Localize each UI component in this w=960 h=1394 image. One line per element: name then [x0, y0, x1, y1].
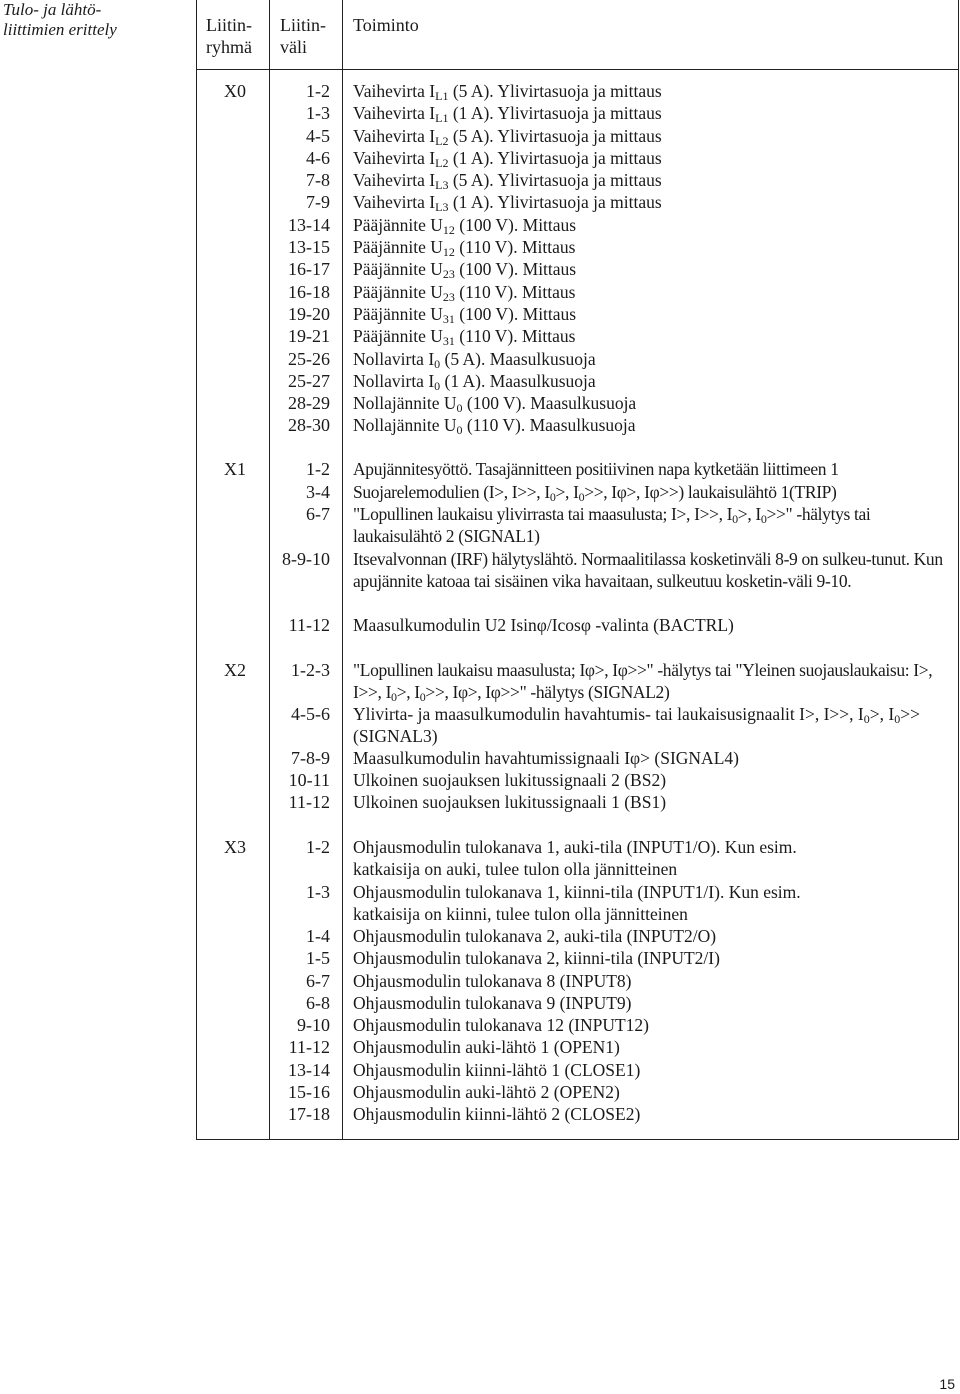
header-connector: Liitin- väli — [280, 15, 326, 57]
x2-function: Maasulkumodulin havahtumissignaali Iφ> (SIGNAL4) — [353, 748, 739, 768]
x0-function: Pääjännite $U_{12}$ (110 V). Mittaus — [353, 237, 576, 260]
x0-connector: 19-20 — [288, 303, 330, 324]
x3-connector: 9-10 — [297, 1015, 330, 1036]
group-label-x2: X2 — [224, 660, 246, 680]
x3-connector: 1-2 — [306, 837, 330, 857]
x0-function: Vaihevirta $I_{L2}$ (5 A). Ylivirtasuoja ja mittaus — [353, 125, 662, 148]
x2-connector: 10-11 — [288, 770, 330, 790]
x0-function: Nollavirta $I_0$ (5 A). Maasulkusuoja — [353, 348, 596, 371]
x0-function: Vaihevirta $I_{L3}$ (1 A). Ylivirtasuoja ja mittaus — [353, 192, 662, 215]
x1-function: "Lopullinen laukaisu ylivirrasta tai maasulusta; I>, I>>, $I_0>$, $I_0>>$" -hälytys tai laukaisulähtö 2 (SIGNAL1) — [353, 504, 871, 547]
x1-connector: 1-2 — [306, 459, 330, 479]
x2-connector: 7-8-9 — [291, 748, 330, 768]
x0-function: Pääjännite $U_{31}$ (110 V). Mittaus — [353, 326, 576, 349]
x0-connector: 4-6 — [306, 147, 330, 168]
x1-connector: 11-12 — [288, 615, 330, 635]
x3-connector: 17-18 — [288, 1104, 330, 1125]
x3-function: Ohjausmodulin tulokanava 12 (INPUT12) — [353, 1015, 649, 1036]
x3-function: Ohjausmodulin auki-lähtö 2 (OPEN2) — [353, 1082, 620, 1103]
x0-connector: 28-29 — [288, 393, 330, 414]
x2-function: Ulkoinen suojauksen lukitussignaali 1 (BS1) — [353, 792, 667, 812]
x0-connector: 1-3 — [306, 103, 330, 124]
x2-connector: 4-5-6 — [291, 704, 330, 724]
x0-connector: 25-26 — [288, 348, 330, 369]
x1-function: Itsevalvonnan (IRF) hälytyslähtö. Normaalitilassa kosketinväli 8-9 on sulkeu-tunut. Kun apujännite katoaa tai sisäinen vika havaitaan, sulkeutuu kosketin-väli 9-10. — [353, 549, 943, 592]
x0-connector: 4-5 — [306, 125, 330, 146]
x3-connector: 1-3 — [306, 882, 330, 902]
x3-function: Ohjausmodulin tulokanava 2, auki-tila (INPUT2/O) — [353, 926, 717, 946]
x2-function: "Lopullinen laukaisu maasulusta; Iφ>, Iφ>>" -hälytys tai "Yleinen suojauslaukaisu: I>, I>>, $I_0>$, $I_0>>$, Iφ>, Iφ>>" -hälytys (SIGNAL2) — [353, 660, 933, 705]
group-label-x0: X0 — [224, 81, 246, 101]
x2-connector: 1-2-3 — [291, 660, 330, 680]
x0-function: Nollajännite $U_0$ (100 V). Maasulkusuoja — [353, 393, 637, 416]
x0-function: Vaihevirta $I_{L2}$ (1 A). Ylivirtasuoja ja mittaus — [353, 147, 662, 170]
x0-function: Vaihevirta $I_{L1}$ (1 A). Ylivirtasuoja ja mittaus — [353, 103, 662, 126]
x1-connector: 8-9-10 — [282, 549, 330, 569]
x3-function: Ohjausmodulin tulokanava 1, kiinni-tila (INPUT1/I). Kun esim. katkaisija on kiinni, tulee tulon olla jännitteinen — [353, 882, 801, 925]
x0-functions — [353, 80, 951, 437]
header-function: Toiminto — [353, 15, 419, 35]
x0-connector: 7-8 — [306, 170, 330, 191]
x0-function: Pääjännite $U_{12}$ (100 V). Mittaus — [353, 214, 577, 237]
x3-function: Ohjausmodulin tulokanava 1, auki-tila (INPUT1/O). Kun esim. katkaisija on auki, tulee tulon olla jännitteinen — [353, 837, 797, 880]
x3-connector: 13-14 — [288, 1059, 330, 1080]
x0-connectors — [270, 80, 330, 437]
x3-connector: 1-5 — [306, 948, 330, 969]
column-divider-2 — [342, 0, 343, 1139]
header-group: Liitin- ryhmä — [206, 15, 252, 57]
x0-connector: 16-18 — [288, 281, 330, 302]
x0-connector: 1-2 — [306, 81, 330, 101]
x3-function: Ohjausmodulin kiinni-lähtö 2 (CLOSE2) — [353, 1104, 641, 1125]
x2-function: Ulkoinen suojauksen lukitussignaali 2 (BS2) — [353, 770, 667, 790]
x0-function: Vaihevirta $I_{L3}$ (5 A). Ylivirtasuoja ja mittaus — [353, 170, 662, 193]
x0-function: Pääjännite $U_{23}$ (110 V). Mittaus — [353, 281, 576, 304]
group-label-x3: X3 — [224, 837, 246, 857]
x3-function: Ohjausmodulin tulokanava 8 (INPUT8) — [353, 970, 632, 991]
x1-function: Maasulkumodulin U2 Isinφ/Icosφ -valinta (BACTRL) — [353, 615, 734, 635]
x2-connector: 11-12 — [288, 792, 330, 812]
x1-connector: 3-4 — [306, 482, 330, 502]
x0-connector: 16-17 — [288, 259, 330, 280]
x3-connector: 6-8 — [306, 992, 330, 1013]
x1-connector: 6-7 — [306, 504, 330, 524]
x1-function: Apujännitesyöttö. Tasajännitteen positiivinen napa kytketään liittimeen 1 — [353, 459, 839, 479]
x0-connector: 13-14 — [288, 214, 330, 235]
x0-connector: 13-15 — [288, 237, 330, 258]
x0-connector: 19-21 — [288, 326, 330, 347]
section-title: Tulo- ja lähtö- liittimien erittely — [3, 0, 117, 39]
x0-function: Nollajännite $U_0$ (110 V). Maasulkusuoja — [353, 415, 636, 438]
x3-function: Ohjausmodulin tulokanava 2, kiinni-tila (INPUT2/I) — [353, 948, 720, 969]
x3-connector: 1-4 — [306, 926, 330, 946]
page-number: 15 — [939, 1376, 955, 1392]
x3-connector: 6-7 — [306, 970, 330, 991]
x0-function: Nollavirta $I_0$ (1 A). Maasulkusuoja — [353, 370, 596, 393]
x3-function: Ohjausmodulin kiinni-lähtö 1 (CLOSE1) — [353, 1059, 641, 1080]
x3-function: Ohjausmodulin tulokanava 9 (INPUT9) — [353, 992, 632, 1013]
x0-connector: 7-9 — [306, 192, 330, 213]
x0-function: Pääjännite $U_{31}$ (100 V). Mittaus — [353, 303, 577, 326]
x0-connector: 25-27 — [288, 370, 330, 391]
x0-connector: 28-30 — [288, 415, 330, 436]
x3-function: Ohjausmodulin auki-lähtö 1 (OPEN1) — [353, 1037, 620, 1058]
header-divider — [196, 69, 958, 70]
x1-function: Suojarelemodulien (I>, I>>, $I_0>$, $I_0>>$, Iφ>, Iφ>>) laukaisulähtö 1(TRIP) — [353, 482, 837, 504]
x0-function: Vaihevirta $I_{L1}$ (5 A). Ylivirtasuoja ja mittaus — [353, 81, 662, 103]
x3-functions — [353, 925, 951, 1126]
x0-function: Pääjännite $U_{23}$ (100 V). Mittaus — [353, 259, 577, 282]
x3-connector: 11-12 — [288, 1037, 330, 1058]
x3-connectors — [270, 925, 330, 1126]
x2-function: Ylivirta- ja maasulkumodulin havahtumis- tai laukaisusignaalit I>, I>>, $I_0>$, $I_0>>$ (SIGNAL3) — [353, 704, 920, 747]
x3-connector: 15-16 — [288, 1082, 330, 1103]
group-label-x1: X1 — [224, 459, 246, 479]
